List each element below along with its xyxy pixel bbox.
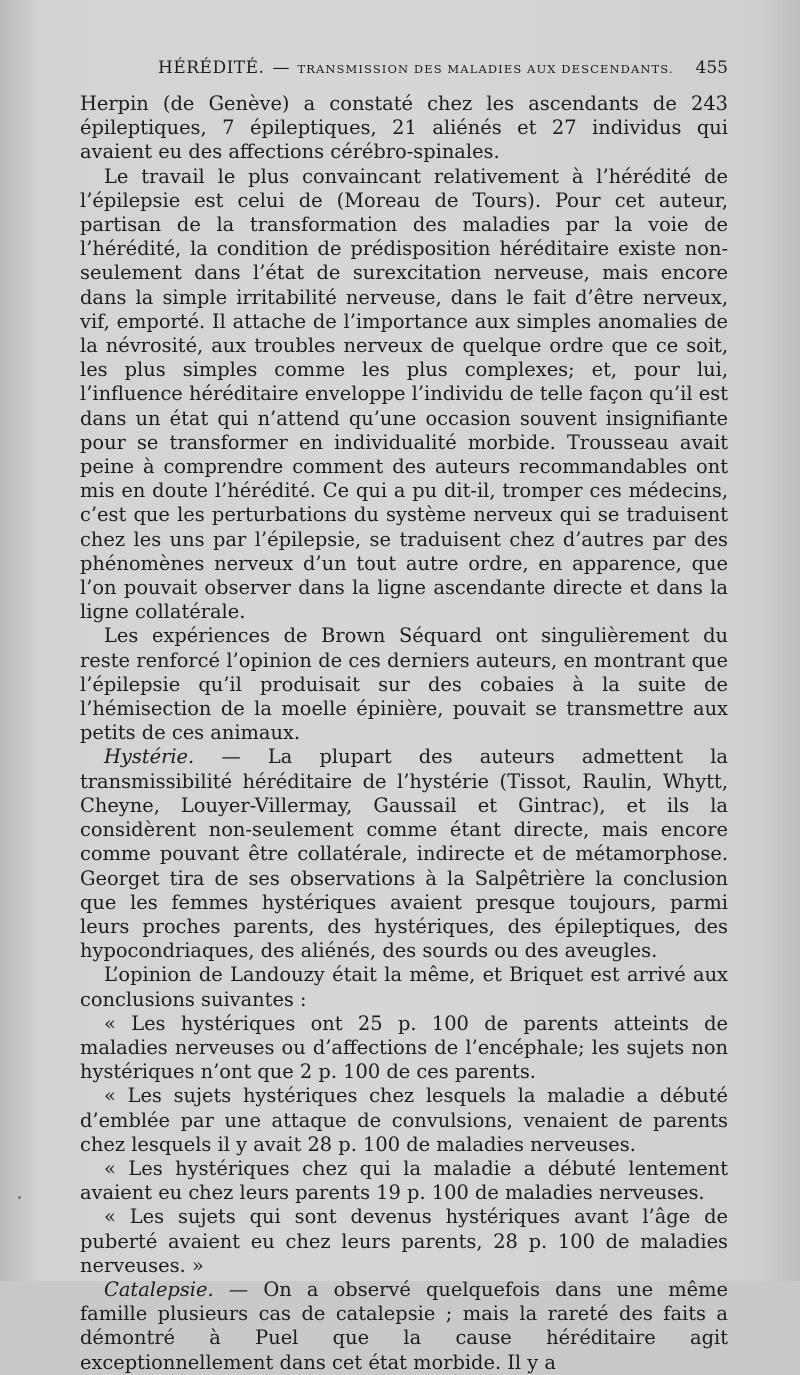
quote-paragraph [80,1157,728,1205]
paragraph [80,1278,728,1375]
paragraph [80,624,728,745]
quote-paragraph [80,1084,728,1157]
page-number: 455 [695,58,728,78]
paragraph [80,745,728,963]
paragraph-text: Herpin (de Genève) a constaté chez les ascendants de 243 épileptiques, 7 épileptiques, 21 aliénés et 27 individus qui avaient eu des affections cérébro-spinales. [80,92,728,164]
paragraph-text: « Les hystériques ont 25 p. 100 de parents atteints de maladies nerveuses ou d’affections de l’encéphale; les sujets non hystériques n’ont que 2 p. 100 de ces parents. [80,1011,728,1084]
running-subtitle: TRANSMISSION DES MALADIES AUX DESCENDANTS. [297,62,674,76]
quote-paragraph [80,1205,728,1278]
paragraph [80,92,728,165]
paragraph-text: « Les sujets qui sont devenus hystériques avant l’âge de puberté avaient eu chez leurs parents, 28 p. 100 de maladies nerveuses. » [80,1205,728,1277]
paragraph-text: « Les sujets hystériques chez lesquels la maladie a débuté d’emblée par une attaque de convulsions, venaient de parents chez lesquels il y avait 28 p. 100 de maladies nerveuses. [80,1084,728,1156]
quote-paragraph [80,1012,728,1085]
running-title: HÉRÉDITÉ. [158,58,265,78]
paragraph [80,165,728,625]
body-text [80,92,728,1375]
section-term-hysterie: Hystérie. [104,745,195,769]
header-dash: — [272,58,290,78]
running-header [158,58,728,86]
paragraph-text: — On a observé quelquefois dans une même famille plusieurs cas de catalepsie ; mais la rareté des faits a démontré à Puel que la cause héréditaire agit exceptionnellement dans cet état morbide. Il y a [80,1277,728,1374]
paragraph-text: L’opinion de Landouzy était la même, et Briquet est arrivé aux conclusions suivantes : [80,963,728,1011]
paragraph-text: — La plupart des auteurs admettent la transmissibilité héréditaire de l’hystérie (Tissot, Raulin, Whytt, Cheyne, Louyer-Villermay, Gaussail et Gintrac), et ils la considèrent non-seulement comme étant directe, mais encore comme pouvant être collatérale, indirecte et de métamorphose. Georget tira de ses observations à la Salpêtrière la conclusion que les femmes hystériques avaient presque toujours, parmi leurs proches parents, des hystériques, des épileptiques, des hypocondriaques, des aliénés, des sourds ou des aveugles. [80,745,728,963]
paragraph-text: Les expériences de Brown Séquard ont singulièrement du reste renforcé l’opinion de ces derniers auteurs, en montrant que l’épilepsie qu’il produisait sur des cobaies à la suite de l’hémisection de la moelle épinière, pouvait se transmettre aux petits de ces animaux. [80,624,728,745]
margin-speck [18,1196,21,1199]
paragraph [80,963,728,1011]
paragraph-text: Le travail le plus convaincant relativement à l’hérédité de l’épilepsie est celui de (Moreau de Tours). Pour cet auteur, partisan de la transformation des maladies par la voie de l’hérédité, la condition de prédisposition héréditaire existe non-seulement dans l’état de surexcitation nerveuse, mais encore dans la simple irritabilité nerveuse, dans le fait d’être nerveux, vif, emporté. Il attache de l’importance aux simples anomalies de la névrosité, aux troubles nerveux de quelque ordre que ce soit, les plus simples comme les plus complexes; et, pour lui, l’influence héréditaire enveloppe l’individu de telle façon qu’il est dans un état qui n’attend qu’une occasion souvent insignifiante pour se transformer en individualité morbide. Trousseau avait peine à comprendre comment des auteurs recommandables ont mis en doute l’hérédité. Ce qui a pu dit-il, tromper ces médecins, c’est que les perturbations du système nerveux qui se traduisent chez les uns par l’épilepsie, se traduisent chez d’autres par des phénomènes nerveux d’un tout autre ordre, en apparence, que l’on pouvait observer dans la ligne ascendante directe et dans la ligne collatérale. [80,164,728,624]
paragraph-text: « Les hystériques chez qui la maladie a débuté lentement avaient eu chez leurs parents 19 p. 100 de maladies nerveuses. [80,1156,728,1205]
section-term-catalepsie: Catalepsie. [104,1277,214,1301]
